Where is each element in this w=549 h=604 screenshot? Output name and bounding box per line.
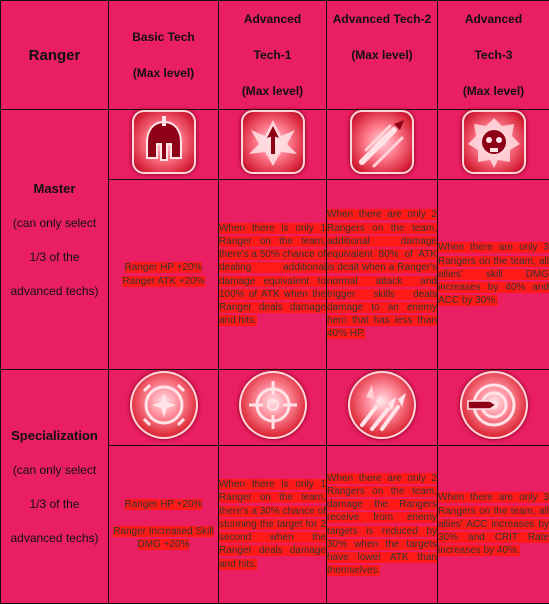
corner-header: Ranger [1,1,109,110]
skull-badge-icon [462,110,526,174]
bullseye-bullet-icon [460,371,528,439]
spec-basic-desc: Ranger HP +20% Ranger Increased Skill DMG +20% [109,446,219,604]
bullet-streak-icon [350,110,414,174]
header-advanced-tech-3: Advanced Tech-3 (Max level) [438,1,549,110]
spec-icon-row [1,370,549,446]
header-advanced-tech-1: Advanced Tech-1 (Max level) [219,1,327,110]
row-header-specialization: Specialization (can only select 1/3 of the advanced techs) [1,370,109,604]
spec-adv3-desc: When there are only 3 Rangers on the team, all allies' ACC increases by 30% and CRIT Rate increases by 40%. [438,446,549,604]
master-adv1-desc: When there is only 1 Ranger on the team, there's a 50% chance of dealing additional damage equivalent to 100% of ATK when the Ranger deals damage and hits. [219,180,327,370]
spec-adv1-desc: When there is only 1 Ranger on the team, there's a 30% chance of stunning the target for 2 second when the Ranger deals damage and hits. [219,446,327,604]
sparkle-target-icon [130,371,198,439]
master-basic-desc: Ranger HP +20% Ranger ATK +20% [109,180,219,370]
master-adv2-desc: When there are only 2 Rangers on the team, additional damage equivalent 80% of ATK is dealt when a Ranger's normal attack and trigger skills deals damage to an enemy hero that has less than 40% HP. [327,180,438,370]
header-basic-tech: Basic Tech (Max level) [109,1,219,110]
row-header-master: Master (can only select 1/3 of the advanced techs) [1,110,109,370]
burst-arrow-icon [241,110,305,174]
master-icon-row [1,110,549,180]
header-row [1,1,549,110]
spartan-helmet-icon [132,110,196,174]
spec-adv2-desc: When there are only 2 Rangers on the team, damage the Rangers receive from enemy targets is reduced by 30% when the targets have lower ATK than themselves. [327,446,438,604]
missile-volley-icon [348,371,416,439]
crosshair-icon [239,371,307,439]
master-adv3-desc: When there are only 3 Rangers on the team, all allies' skill DMG increases by 40% and ACC by 30%. [438,180,549,370]
header-advanced-tech-2: Advanced Tech-2 (Max level) [327,1,438,110]
